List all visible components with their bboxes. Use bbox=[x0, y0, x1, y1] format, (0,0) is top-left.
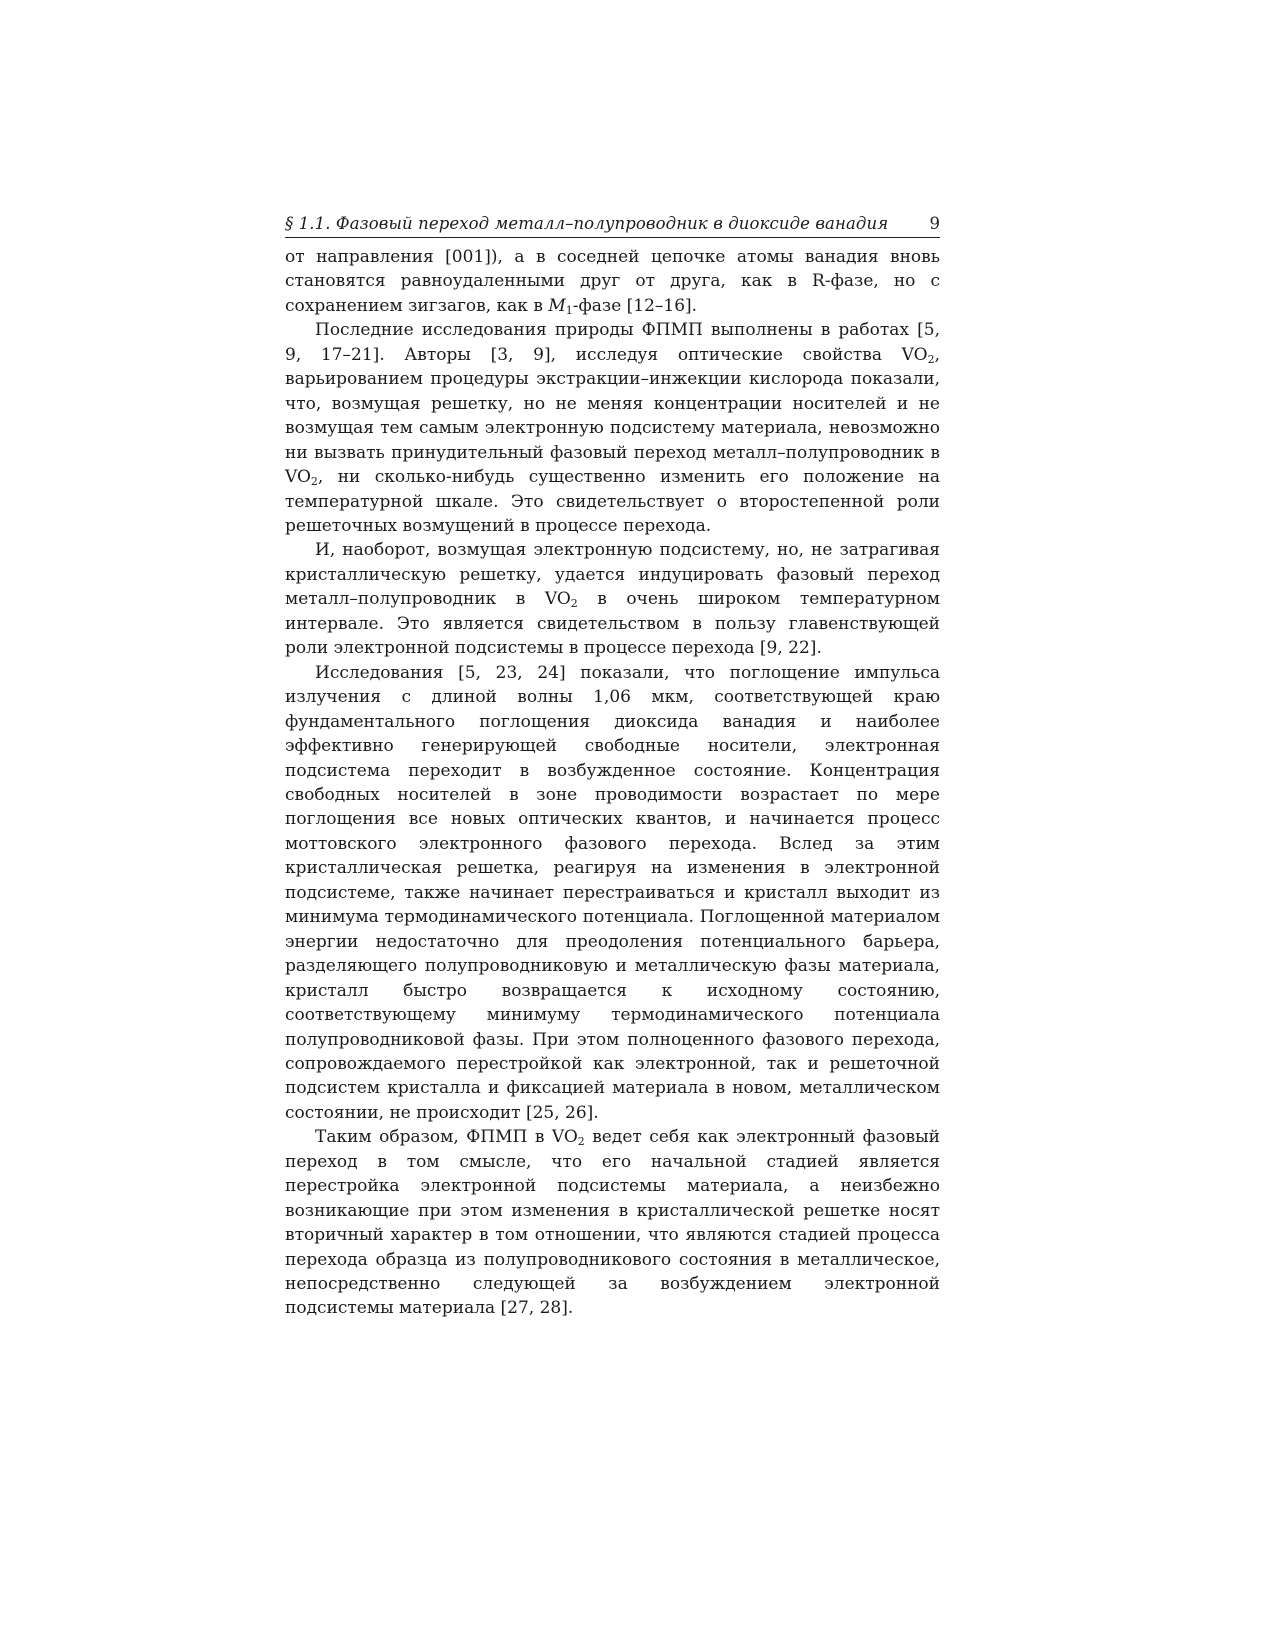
section-title: § 1.1. Фазовый переход металл–полупроводник в диоксиде ванадия bbox=[285, 214, 889, 233]
paragraph-1-text-a: от направления [001]), а в соседней цепочке атомы ванадия вновь становятся равноудаленными друг от друга, как в R-фазе, но с сохранением зигзагов, как в bbox=[285, 247, 940, 316]
m1-symbol: M bbox=[548, 295, 566, 316]
paragraph-5-text-a: Таким образом, ФПМП в VO bbox=[315, 1127, 578, 1148]
paragraph-5 bbox=[285, 1125, 940, 1321]
vo2-subscript: 2 bbox=[927, 352, 935, 366]
paragraph-3-text-b: в очень широком температурном интервале. Это является свидетельством в пользу главенствующей роли электронной подсистемы в процессе перехода [9, 22]. bbox=[285, 589, 940, 659]
book-page bbox=[285, 214, 940, 1321]
page-number: 9 bbox=[929, 214, 940, 233]
running-header bbox=[285, 214, 940, 238]
paragraph-5-text-b: ведет себя как электронный фазовый переход в том смысле, что его начальной стадией является перестройка электронной подсистемы материала, а неизбежно возникающие при этом изменения в кристаллической решетке носят вторичный характер в том отношении, что являются стадией процесса перехода образца из полупроводникового состояния в металлическое, непосредственно следующей за возбуждением электронной подсистемы материала [27, 28]. bbox=[285, 1127, 940, 1319]
body-text bbox=[285, 245, 940, 1321]
m1-subscript: 1 bbox=[565, 303, 573, 317]
paragraph-2 bbox=[285, 318, 940, 538]
vo2-subscript: 2 bbox=[577, 1135, 585, 1149]
paragraph-2-text-c: , ни сколько-нибудь существенно изменить его положение на температурной шкале. Это свидетельствует о второстепенной роли решеточных возмущений в процессе перехода. bbox=[285, 467, 940, 536]
paragraph-3-text-a: И, наоборот, возмущая электронную подсистему, но, не затрагивая кристаллическую решетку, удается индуцировать фазовый переход металл–полупроводник в VO bbox=[285, 540, 940, 610]
paragraph-1 bbox=[285, 245, 940, 318]
vo2-subscript: 2 bbox=[570, 597, 578, 611]
paragraph-2-text-a: Последние исследования природы ФПМП выполнены в работах [5, 9, 17–21]. Авторы [3, 9], исследуя оптические свойства VO bbox=[285, 320, 940, 365]
vo2-subscript: 2 bbox=[310, 475, 318, 489]
paragraph-4: Исследования [5, 23, 24] показали, что поглощение импульса излучения с длиной волны 1,06 мкм, соответствующей краю фундаментального поглощения диоксида ванадия и наиболее эффективно генерирующей свободные носители, электронная подсистема переходит в возбужденное состояние. Концентрация свободных носителей в зоне проводимости возрастает по мере поглощения все новых оптических квантов, и начинается процесс моттовского электронного фазового перехода. Вслед за этим кристаллическая решетка, реагируя на изменения в электронной подсистеме, также начинает перестраиваться и кристалл выходит из минимума термодинамического потенциала. Поглощенной материалом энергии недостаточно для преодоления потенциального барьера, разделяющего полупроводниковую и металлическую фазы материала, кристалл быстро возвращается к исходному состоянию, соответствующему минимуму термодинамического потенциала полупроводниковой фазы. При этом полноценного фазового перехода, сопровождаемого перестройкой как электронной, так и решеточной подсистем кристалла и фиксацией материала в новом, металлическом состоянии, не происходит [25, 26]. bbox=[285, 662, 940, 1123]
paragraph-1-text-b: -фазе [12–16]. bbox=[572, 295, 698, 316]
paragraph-2-text-b: , варьированием процедуры экстракции–инжекции кислорода показали, что, возмущая решетку, но не меняя концентрации носителей и не возмущая тем самым электронную подсистему материала, невозможно ни вызвать принудительный фазовый переход металл–полупроводник в VO bbox=[285, 344, 940, 488]
paragraph-3 bbox=[285, 538, 940, 660]
